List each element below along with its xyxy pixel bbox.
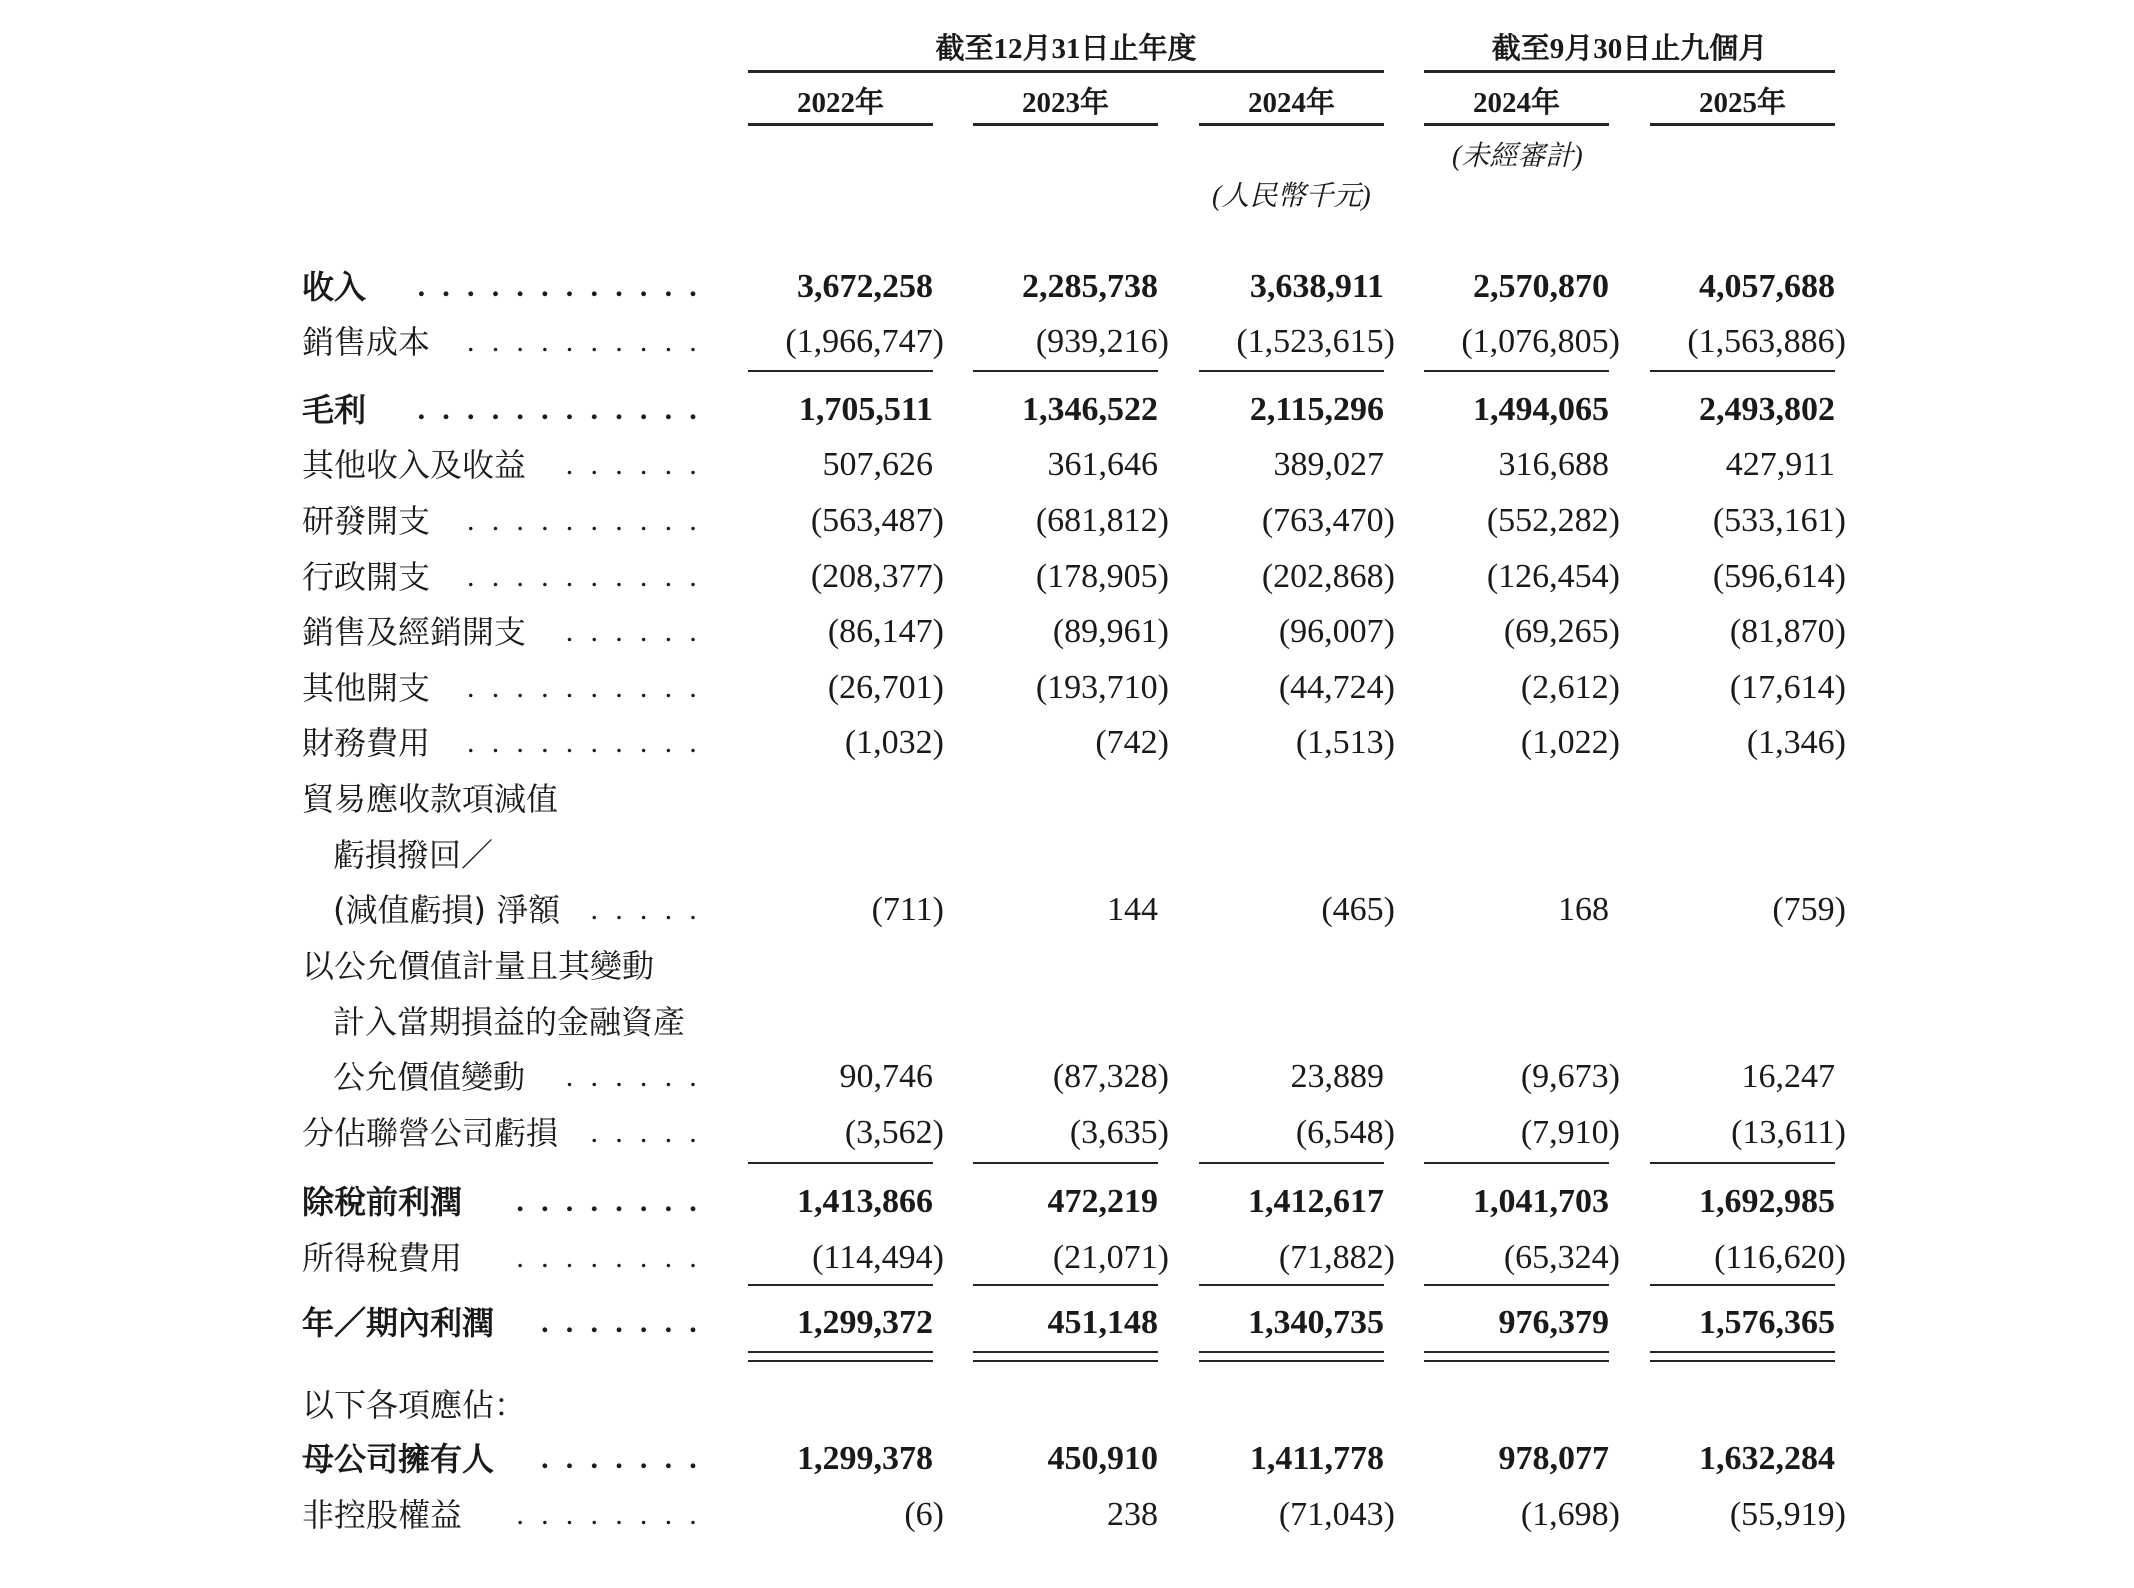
table-row [0,827,2134,883]
dot-leader: ...... [566,1049,714,1105]
dot-leader: ....... [541,1431,714,1487]
year-rule-4 [1424,123,1609,126]
table-row [0,1295,2134,1351]
dot-leader: ...... [566,437,714,493]
row-label-text: 除稅前利潤 [302,1183,463,1221]
table-row [0,1049,2134,1105]
currency-note: (人民幣千元) [1212,181,1371,212]
dot-leader: .......... [467,314,714,370]
row-value: 1,632,284 [1699,1440,1835,1477]
dot-leader: .......... [467,715,714,771]
row-value: (17,614) [1729,669,1846,706]
row-value: (596,614) [1712,558,1846,595]
row-label [302,382,714,438]
row-value: 23,889 [1290,1058,1384,1095]
row-value: (6,548) [1295,1114,1395,1151]
row-value: 144 [1107,891,1158,928]
row-value: (1,513) [1295,724,1395,761]
row-value: 2,285,738 [1022,268,1158,305]
row-label [302,660,714,716]
row-value: (7,910) [1520,1114,1620,1151]
row-value: 316,688 [1498,446,1609,483]
row-label-text: 分佔聯營公司虧損 [302,1114,559,1152]
dot-leader: ....... [541,1295,714,1351]
row-value: (1,032) [844,724,944,761]
row-value: (2,612) [1520,669,1620,706]
row-value: (681,812) [1035,502,1169,539]
row-label-text: 收入 [302,268,367,306]
year-rule-1 [748,123,933,126]
table-row [0,314,2134,370]
row-label [302,1295,714,1351]
row-value: (21,071) [1052,1239,1169,1276]
row-value: 389,027 [1273,446,1384,483]
row-label-text: 貿易應收款項減值 [302,780,559,818]
row-value: (1,523,615) [1236,323,1395,360]
row-value: (55,919) [1729,1496,1846,1533]
row-label [302,1174,714,1230]
row-value: 1,340,735 [1248,1304,1384,1341]
row-value: (1,563,886) [1687,323,1846,360]
dot-leader: ...... [566,604,714,660]
row-value: (69,265) [1503,613,1620,650]
row-value: (533,161) [1712,502,1846,539]
row-label [302,1105,714,1161]
row-value: 16,247 [1741,1058,1835,1095]
row-value: 1,412,617 [1248,1183,1384,1220]
annual-group-rule [748,70,1384,73]
row-label-text: 所得稅費用 [302,1239,463,1277]
dot-leader: ............ [418,382,714,438]
year-2022-header: 2022年 [796,87,884,119]
row-value: (763,470) [1261,502,1395,539]
row-value: (939,216) [1035,323,1169,360]
row-value: (465) [1321,891,1395,928]
row-label-text: 其他開支 [302,669,431,707]
header-nine-months-period: 截至9月30日止九個月 [1491,33,1768,65]
dot-leader: .......... [467,493,714,549]
table-row [0,1431,2134,1487]
table-row [0,994,2134,1050]
row-value: (711) [871,891,944,928]
row-value: 3,672,258 [797,268,933,305]
row-value: 507,626 [822,446,933,483]
row-label [333,827,697,883]
table-row [0,1105,2134,1161]
table-row [0,660,2134,716]
dot-leader: .......... [467,549,714,605]
unaudited-note: (未經審計) [1452,141,1583,172]
table-row [0,715,2134,771]
table-row [0,259,2134,315]
row-value: (26,701) [827,669,944,706]
row-value: (126,454) [1486,558,1620,595]
row-value: (742) [1095,724,1169,761]
row-label-text: (減值虧損) 淨額 [333,891,561,929]
table-row [0,493,2134,549]
row-value: (563,487) [810,502,944,539]
row-value: (3,635) [1069,1114,1169,1151]
row-value: (116,620) [1714,1239,1846,1276]
row-label [333,994,697,1050]
row-value: 1,413,866 [797,1183,933,1220]
table-row [0,1377,2134,1433]
row-value: 1,041,703 [1473,1183,1609,1220]
row-label [302,938,697,994]
row-label [302,1377,697,1433]
row-value: 2,493,802 [1699,391,1835,428]
table-row [0,437,2134,493]
table-row [0,1230,2134,1286]
table-row [0,382,2134,438]
row-value: (65,324) [1503,1239,1620,1276]
row-value: 361,646 [1047,446,1158,483]
row-label-text: 母公司擁有人 [302,1440,495,1478]
row-label-text: 其他收入及收益 [302,446,527,484]
row-value: 450,910 [1047,1440,1158,1477]
row-value: 978,077 [1498,1440,1609,1477]
dot-leader: ..... [591,882,715,938]
row-value: (1,966,747) [785,323,944,360]
row-label [302,437,714,493]
row-value: 1,576,365 [1699,1304,1835,1341]
row-label-text: 以下各項應佔： [302,1386,527,1424]
row-label [302,259,714,315]
row-value: (3,562) [844,1114,944,1151]
row-label-text: 毛利 [302,391,367,429]
row-value: 1,494,065 [1473,391,1609,428]
row-label-text: 以公允價值計量且其變動 [302,947,655,985]
row-label-text: 虧損撥回／ [333,836,494,874]
row-value: 168 [1558,891,1609,928]
row-label-text: 年／期內利潤 [302,1304,495,1342]
table-row [0,549,2134,605]
row-value: 472,219 [1047,1183,1158,1220]
nine-months-group-rule [1424,70,1835,73]
row-value: (1,346) [1746,724,1846,761]
row-label [302,1431,714,1487]
row-value: (178,905) [1035,558,1169,595]
row-value: 1,299,378 [797,1440,933,1477]
table-row [0,882,2134,938]
row-label-text: 非控股權益 [302,1496,463,1534]
row-value: (114,494) [812,1239,944,1276]
row-label [302,549,714,605]
dot-leader: ............ [418,259,714,315]
row-value: (552,282) [1486,502,1620,539]
row-label [333,882,714,938]
row-value: 451,148 [1047,1304,1158,1341]
row-label-text: 公允價值變動 [333,1058,526,1096]
row-value: 976,379 [1498,1304,1609,1341]
row-label-text: 銷售成本 [302,323,431,361]
row-label [302,1487,714,1543]
row-value: 2,115,296 [1249,391,1384,428]
row-value: 1,705,511 [798,391,933,428]
row-value: (81,870) [1729,613,1846,650]
row-value: (86,147) [827,613,944,650]
dot-leader: .......... [467,660,714,716]
row-value: (71,882) [1278,1239,1395,1276]
row-value: 1,299,372 [797,1304,933,1341]
row-value: (6) [904,1496,944,1533]
row-value: 1,346,522 [1022,391,1158,428]
year-2024-nine-months-header: 2024年 [1472,87,1560,119]
row-label-text: 行政開支 [302,558,431,596]
row-label [333,1049,714,1105]
row-label [302,1230,714,1286]
row-value: (1,076,805) [1461,323,1620,360]
row-label-text: 計入當期損益的金融資產 [333,1003,686,1041]
row-value: 3,638,911 [1249,268,1384,305]
table-row [0,771,2134,827]
row-value: (71,043) [1278,1496,1395,1533]
dot-leader: ........ [516,1487,714,1543]
row-value: 4,057,688 [1699,268,1835,305]
row-value: (87,328) [1052,1058,1169,1095]
year-rule-2 [973,123,1158,126]
table-row [0,604,2134,660]
row-label [302,715,714,771]
row-label [302,771,697,827]
row-label-text: 財務費用 [302,724,431,762]
row-value: 90,746 [839,1058,933,1095]
row-value: (193,710) [1035,669,1169,706]
year-2023-header: 2023年 [1021,87,1109,119]
row-value: (13,611) [1731,1114,1846,1151]
dot-leader: ........ [516,1174,714,1230]
dot-leader: ........ [516,1230,714,1286]
table-row [0,1174,2134,1230]
row-value: (44,724) [1278,669,1395,706]
row-value: (759) [1772,891,1846,928]
row-value: 2,570,870 [1473,268,1609,305]
row-value: (208,377) [810,558,944,595]
row-value: (1,698) [1520,1496,1620,1533]
row-label-text: 研發開支 [302,502,431,540]
row-label-text: 銷售及經銷開支 [302,613,527,651]
row-label [302,314,714,370]
row-value: 238 [1107,1496,1158,1533]
row-value: (9,673) [1520,1058,1620,1095]
year-2024-header: 2024年 [1247,87,1335,119]
row-value: 1,411,778 [1249,1440,1384,1477]
table-row [0,938,2134,994]
row-value: 427,911 [1725,446,1835,483]
row-label [302,493,714,549]
row-value: (89,961) [1052,613,1169,650]
year-2025-nine-months-header: 2025年 [1698,87,1786,119]
year-rule-3 [1199,123,1384,126]
year-rule-5 [1650,123,1835,126]
header-annual-period: 截至12月31日止年度 [935,33,1197,65]
row-label [302,604,714,660]
row-value: (1,022) [1520,724,1620,761]
row-value: (96,007) [1278,613,1395,650]
row-value: 1,692,985 [1699,1183,1835,1220]
row-value: (202,868) [1261,558,1395,595]
dot-leader: ..... [591,1105,715,1161]
table-row [0,1487,2134,1543]
